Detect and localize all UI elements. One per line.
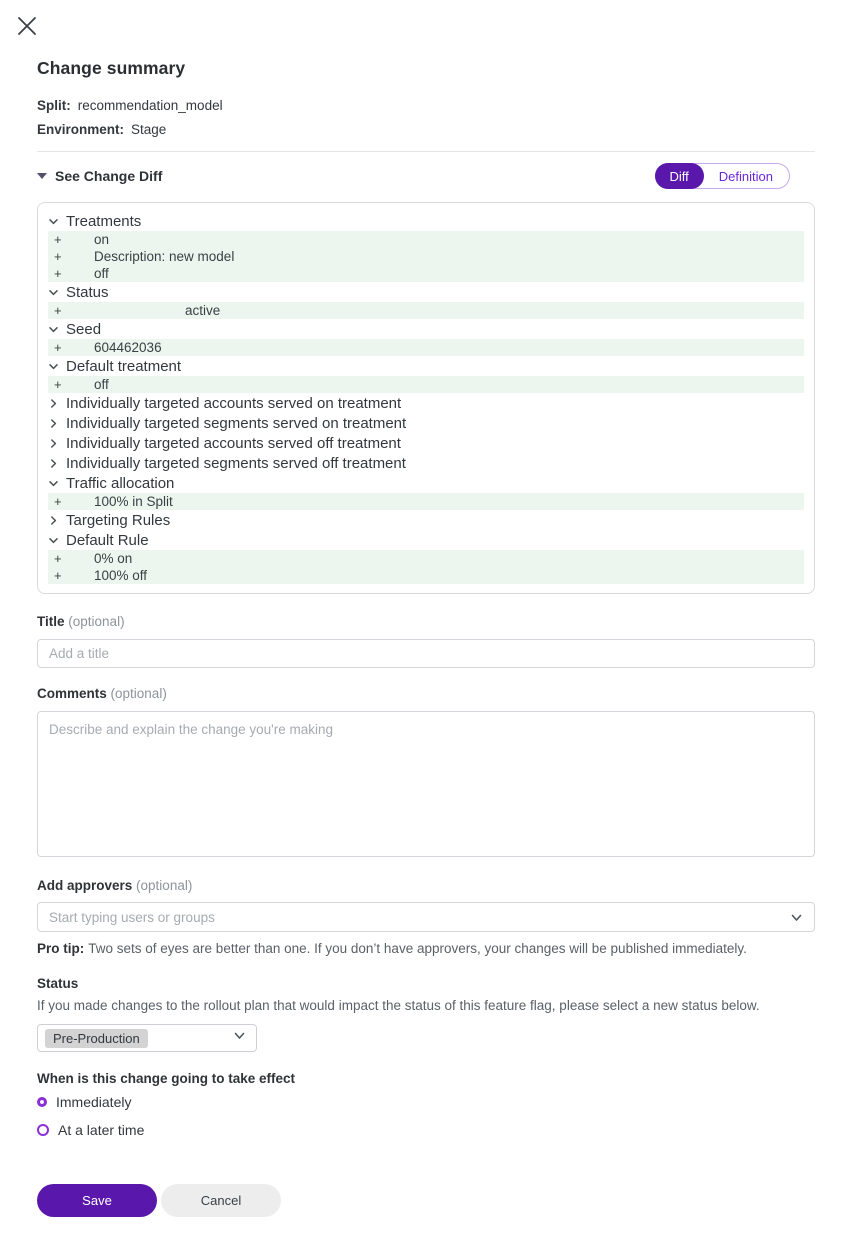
comments-label-text: Comments — [37, 686, 107, 701]
chevron-down-icon[interactable] — [48, 535, 59, 546]
diff-section-row[interactable] — [48, 530, 804, 550]
approvers-input[interactable] — [37, 902, 815, 932]
plus-marker: + — [54, 249, 62, 264]
action-buttons — [37, 1184, 815, 1217]
plus-marker: + — [54, 494, 62, 509]
diff-section-label: Targeting Rules — [66, 511, 171, 529]
diff-section-label: Default Rule — [66, 531, 149, 549]
chevron-down-icon[interactable] — [48, 361, 59, 372]
diff-section-row[interactable] — [48, 453, 804, 473]
approvers-label-text: Add approvers — [37, 878, 133, 893]
page-title: Change summary — [37, 58, 186, 78]
chevron-down-icon[interactable] — [790, 911, 803, 929]
chevron-right-icon[interactable] — [48, 418, 59, 429]
diff-added-line — [48, 248, 804, 265]
plus-marker: + — [54, 303, 62, 318]
diff-added-line — [48, 376, 804, 393]
radio-option-immediately[interactable] — [37, 1089, 815, 1114]
diff-header-row — [37, 163, 815, 189]
comments-field-label — [37, 686, 815, 701]
diff-section-label: Seed — [66, 320, 102, 338]
radio-label: Immediately — [56, 1093, 132, 1110]
environment-label: Environment: — [37, 122, 125, 137]
diff-added-line — [48, 493, 804, 510]
diff-added-text: 604462036 — [94, 340, 162, 355]
diff-section-row[interactable] — [48, 356, 804, 376]
diff-added-text: off — [94, 266, 109, 281]
diff-added-line — [48, 265, 804, 282]
split-row — [37, 98, 815, 113]
pro-tip-label: Pro tip: — [37, 941, 85, 956]
cancel-button[interactable]: Cancel — [161, 1184, 281, 1217]
chevron-right-icon[interactable] — [48, 438, 59, 449]
status-select[interactable] — [37, 1024, 257, 1052]
diff-section-label: Status — [66, 283, 109, 301]
diff-section-label: Treatments — [66, 212, 142, 230]
diff-added-text: active — [185, 303, 221, 318]
title-optional-text: (optional) — [68, 614, 125, 629]
diff-section-label: Individually targeted segments served off treatment — [66, 454, 406, 472]
chevron-down-icon[interactable] — [48, 287, 59, 298]
diff-added-text: 100% in Split — [94, 494, 173, 509]
diff-added-text: 0% on — [94, 551, 133, 566]
approvers-field-label — [37, 878, 815, 893]
chevron-right-icon[interactable] — [48, 458, 59, 469]
diff-added-text: off — [94, 377, 109, 392]
diff-section-row[interactable] — [48, 433, 804, 453]
diff-section-row[interactable] — [48, 510, 804, 530]
radio-label: At a later time — [58, 1121, 145, 1138]
save-button[interactable]: Save — [37, 1184, 157, 1217]
see-change-diff-toggle[interactable] — [37, 168, 162, 184]
diff-section-row[interactable] — [48, 319, 804, 339]
approvers-combobox — [37, 902, 815, 932]
chevron-down-icon[interactable] — [48, 324, 59, 335]
diff-section-label: Individually targeted segments served on treatment — [66, 414, 407, 432]
plus-marker: + — [54, 232, 62, 247]
plus-marker: + — [54, 340, 62, 355]
diff-added-line — [48, 302, 804, 319]
environment-row — [37, 122, 815, 137]
diff-added-line — [48, 567, 804, 584]
diff-section-label: Traffic allocation — [66, 474, 175, 492]
chevron-right-icon[interactable] — [48, 398, 59, 409]
tab-definition[interactable]: Definition — [703, 164, 789, 188]
diff-section-row[interactable] — [48, 282, 804, 302]
split-value: recommendation_model — [77, 98, 223, 113]
pro-tip — [37, 940, 777, 957]
plus-marker: + — [54, 568, 62, 583]
title-input[interactable] — [37, 639, 815, 668]
radio-option-later-time[interactable] — [37, 1117, 815, 1142]
title-label-text: Title — [37, 614, 65, 629]
diff-section-label: Individually targeted accounts served on treatment — [66, 394, 402, 412]
schedule-section-label: When is this change going to take effect — [37, 1071, 296, 1087]
plus-marker: + — [54, 266, 62, 281]
diff-added-line — [48, 339, 804, 356]
comments-textarea[interactable] — [37, 711, 815, 857]
change-diff-panel[interactable] — [37, 202, 815, 594]
radio-selected-icon[interactable] — [37, 1097, 47, 1107]
see-change-diff-label: See Change Diff — [55, 168, 163, 184]
diff-section-row[interactable] — [48, 393, 804, 413]
plus-marker: + — [54, 377, 62, 392]
diff-added-text: 100% off — [94, 568, 148, 583]
diff-section-row[interactable] — [48, 473, 804, 493]
chevron-down-icon — [233, 1029, 246, 1047]
close-icon[interactable] — [14, 14, 40, 40]
status-selected-chip: Pre-Production — [45, 1029, 148, 1048]
chevron-down-icon[interactable] — [48, 216, 59, 227]
caret-down-icon — [37, 173, 47, 179]
plus-marker: + — [54, 551, 62, 566]
diff-view-toggle — [655, 163, 790, 189]
diff-added-line — [48, 550, 804, 567]
divider — [37, 151, 815, 152]
title-field-label — [37, 614, 815, 629]
chevron-right-icon[interactable] — [48, 515, 59, 526]
status-section-label: Status — [37, 976, 79, 992]
approvers-optional-text: (optional) — [136, 878, 193, 893]
environment-value: Stage — [131, 122, 167, 137]
tab-diff[interactable]: Diff — [655, 163, 704, 189]
split-label: Split: — [37, 98, 71, 113]
comments-optional-text: (optional) — [110, 686, 167, 701]
chevron-down-icon[interactable] — [48, 478, 59, 489]
diff-added-line — [48, 231, 804, 248]
status-description: If you made changes to the rollout plan that would impact the status of this feature flag, please select a new status below. — [37, 998, 760, 1014]
radio-unselected-icon[interactable] — [37, 1124, 49, 1136]
diff-section-label: Default treatment — [66, 357, 182, 375]
diff-section-row[interactable] — [48, 413, 804, 433]
diff-rows — [48, 211, 804, 584]
diff-section-row[interactable] — [48, 211, 804, 231]
diff-added-text: on — [94, 232, 110, 247]
diff-added-text: Description: new model — [94, 249, 235, 264]
pro-tip-text: Two sets of eyes are better than one. If you don’t have approvers, your changes will be published immediately. — [88, 941, 747, 956]
diff-section-label: Individually targeted accounts served off treatment — [66, 434, 401, 452]
